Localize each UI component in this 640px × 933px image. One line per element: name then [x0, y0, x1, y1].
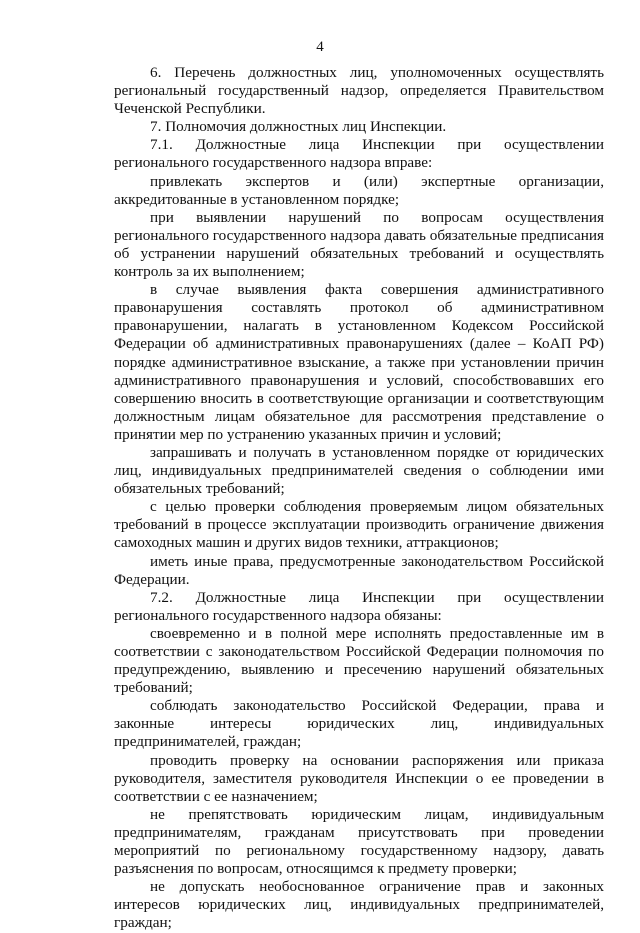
paragraph: 7.1. Должностные лица Инспекции при осуществлении регионального государственного надзора вправе:: [114, 136, 604, 172]
paragraph: своевременно и в полной мере исполнять предоставленные им в соответствии с законодательством Российской Федерации полномочия по предупреждению, выявлению и пресечению нарушений обязательных требований;: [114, 624, 604, 697]
paragraph: проводить проверку на основании распоряжения или приказа руководителя, заместителя руководителя Инспекции о ее проведении в соответствии с ее назначением;: [114, 751, 604, 805]
paragraph: при выявлении нарушений по вопросам осуществления регионального государственного надзора давать обязательные предписания об устранении нарушений обязательных требований и осуществлять контроль за их выполнением;: [114, 208, 604, 281]
paragraph: запрашивать и получать в установленном порядке от юридических лиц, индивидуальных предпринимателей сведения о соблюдении ими обязательных требований;: [114, 443, 604, 498]
paragraph: соблюдать законодательство Российской Федерации, права и законные интересы юридических лиц, индивидуальных предпринимателей, граждан;: [114, 697, 604, 751]
paragraph: иметь иные права, предусмотренные законодательством Российской Федерации.: [114, 552, 604, 588]
paragraph: не препятствовать юридическим лицам, индивидуальным предпринимателям, гражданам присутствовать при проведении мероприятий по региональному государственному надзору, давать разъяснения по вопросам, относящимся к предмету проверки;: [114, 805, 604, 878]
paragraph: 7.2. Должностные лица Инспекции при осуществлении регионального государственного надзора обязаны:: [114, 588, 604, 624]
paragraph: 7. Полномочия должностных лиц Инспекции.: [150, 118, 447, 136]
document-body: [114, 64, 604, 933]
paragraph: 6. Перечень должностных лиц, уполномоченных осуществлять региональный государственный надзор, определяется Правительством Чеченской Республики.: [114, 64, 604, 118]
paragraph: с целью проверки соблюдения проверяемым лицом обязательных требований в процессе эксплуатации производить ограничение движения самоходных машин и других видов техники, аттракционов;: [114, 498, 604, 552]
paragraph: в случае выявления факта совершения административного правонарушения составлять протокол об административном правонарушении, налагать в установленном Кодексом Российской Федерации об административных правонарушениях (далее – КоАП РФ) порядке административное взыскание, а также при установлении причин административного правонарушения и условий, способствовавших его совершению вносить в соответствующие организации и соответствующим должностным лицам обязательное для рассмотрения представление о принятии мер по устранению указанных причин и условий;: [114, 281, 604, 443]
paragraph: не допускать необоснованное ограничение прав и законных интересов юридических лиц, индивидуальных предпринимателей, граждан;: [114, 878, 604, 932]
page-number: 4: [316, 39, 324, 55]
paragraph: привлекать экспертов и (или) экспертные организации, аккредитованные в установленном порядке;: [114, 172, 604, 208]
